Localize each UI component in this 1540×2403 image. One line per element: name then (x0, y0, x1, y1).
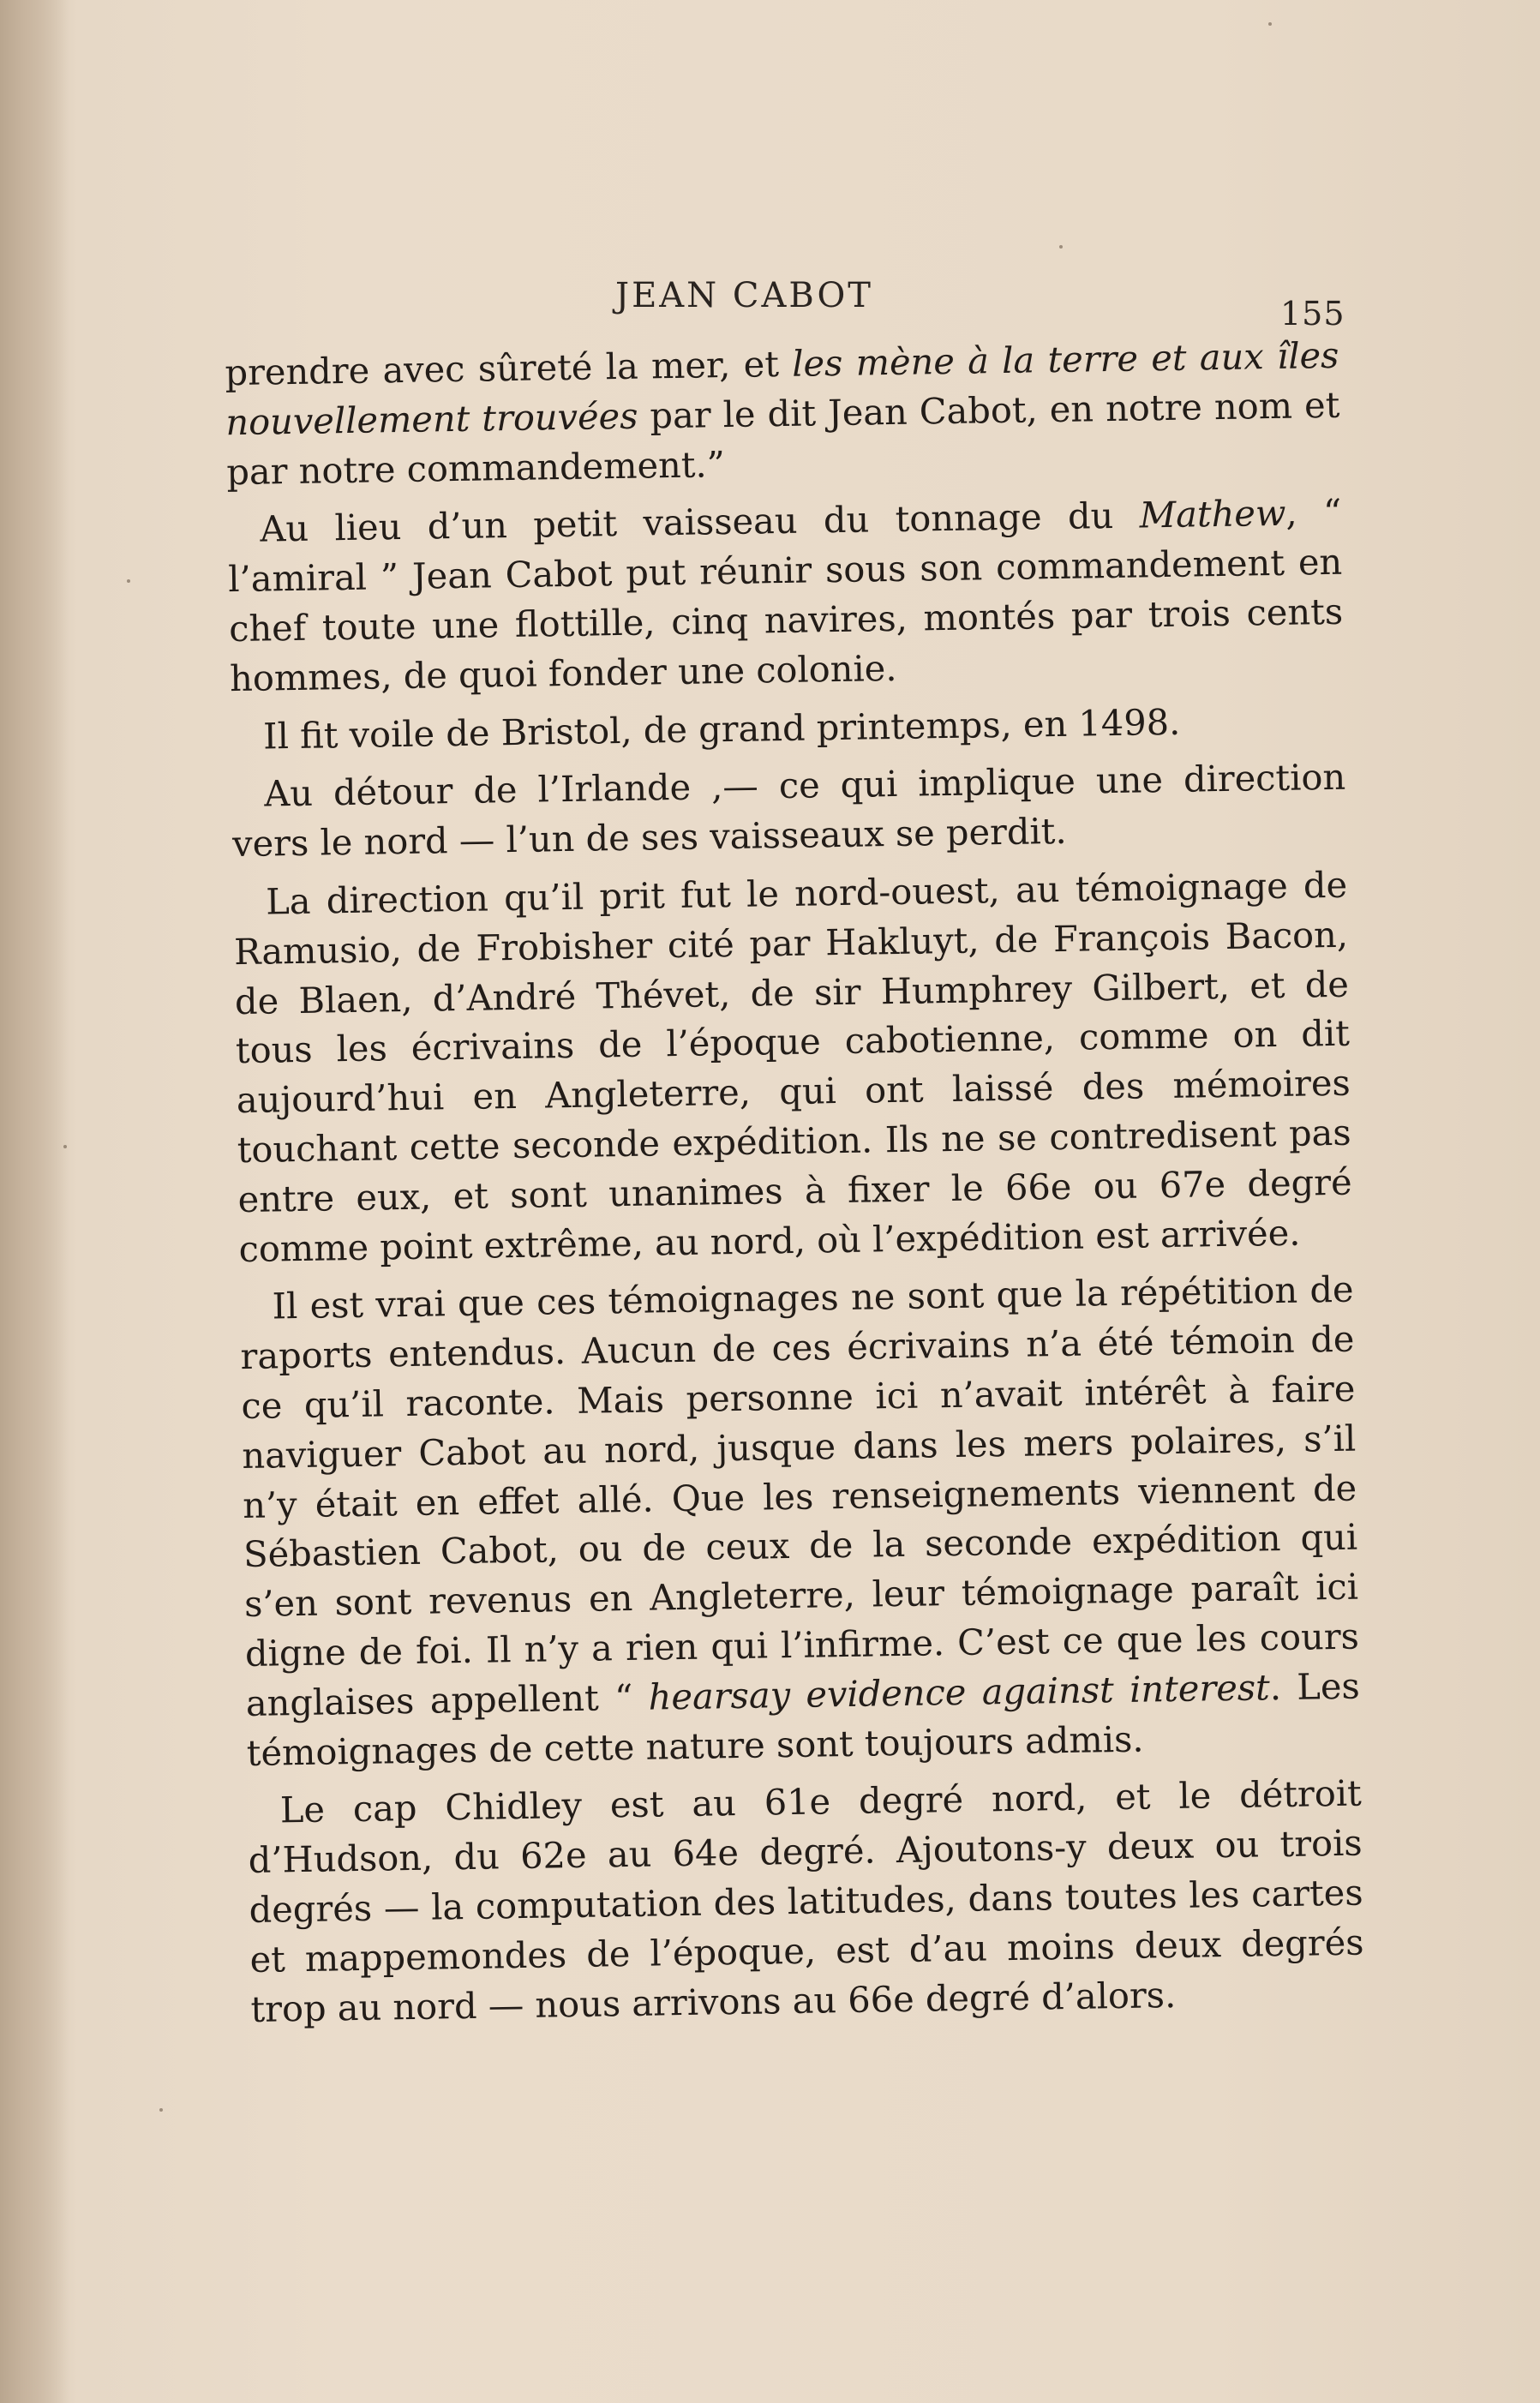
body-text (225, 331, 1365, 2042)
paragraph (231, 694, 1345, 761)
paragraph (227, 488, 1344, 704)
text-segment: Il fit voile de Bristol, de grand printemps, en 1498. (262, 700, 1181, 758)
text-segment: par le dit Jean Cabot, en notre nom et par notre commandement.” (225, 383, 1340, 493)
paragraph (231, 752, 1347, 869)
italic-segment: hearsay evidence against interest (648, 1665, 1271, 1718)
paper-speck (1059, 245, 1063, 249)
paper-speck (127, 579, 130, 583)
paragraph (225, 331, 1341, 497)
text-segment: Au détour de l’Irlande ,— ce qui implique une direction vers le nord — l’un de ses vaisseaux se perdit. (231, 756, 1346, 866)
paper-speck (1268, 22, 1272, 26)
italic-segment: les mène à la terre et aux îles nouvellement trouvées (225, 333, 1339, 443)
text-segment: Il est vrai que ces témoignages ne sont que la répétition de raports entendus. Aucun de ces écrivains n’a été témoin de ce qu’il raconte. Mais personne ici n’avait intérêt à faire naviguer Cabot au nord, jusque dans les mers polaires, s’il n’y était en effet allé. Que les renseignements viennent de Sébastien Cabot, ou de ceux de la seconde expédition qui s’en sont revenus en Angleterre, leur témoignage paraît ici digne de foi. Il n’y a rien qui l’infirme. C’est ce que les cours anglaises appellent “ (240, 1267, 1360, 1724)
text-segment: . Les témoignages de cette nature sont toujours admis. (246, 1664, 1361, 1774)
page-number: 155 (1280, 295, 1345, 333)
paragraph (239, 1265, 1361, 1777)
text-segment: Au lieu d’un petit vaisseau du tonnage du (260, 494, 1141, 550)
paragraph (247, 1769, 1364, 2034)
text-segment: La direction qu’il prit fut le nord-ouest, au témoignage de Ramusio, de Frobisher cité par Hakluyt, de François Bacon, de Blaen, d’André Thévet, de sir Humphrey Gilbert, et de tous les écrivains de l’époque cabotienne, comme on dit aujourd’hui en Angleterre, qui ont laissé des mémoires touchant cette seconde expédition. Ils ne se contredisent pas entre eux, et sont unanimes à fixer le 66e ou 67e degré comme point extrême, au nord, où l’expédition est arrivée. (233, 863, 1352, 1270)
text-segment: Le cap Chidley est au 61e degré nord, et le détroit d’Hudson, du 62e au 64e degré. Ajoutons-y deux ou trois degrés — la computation des latitudes, dans toutes les cartes et mappemondes de l’époque, est d’au moins deux degrés trop au nord — nous arrivons au 66e degré d’alors. (248, 1771, 1364, 2030)
italic-segment: Mathew (1139, 492, 1286, 536)
running-title: JEAN CABOT (615, 276, 873, 315)
page-gutter-shadow (0, 0, 69, 2403)
text-segment: prendre avec sûreté la mer, et (225, 342, 793, 394)
paper-speck (63, 1145, 67, 1148)
text-segment: , “ l’amiral ” Jean Cabot put réunir sous son commandement en chef toute une flottille, cinq navires, montés par trois cents hommes, de quoi fonder une colonie. (227, 491, 1344, 699)
paper-speck (159, 2108, 163, 2112)
paragraph (233, 860, 1353, 1274)
